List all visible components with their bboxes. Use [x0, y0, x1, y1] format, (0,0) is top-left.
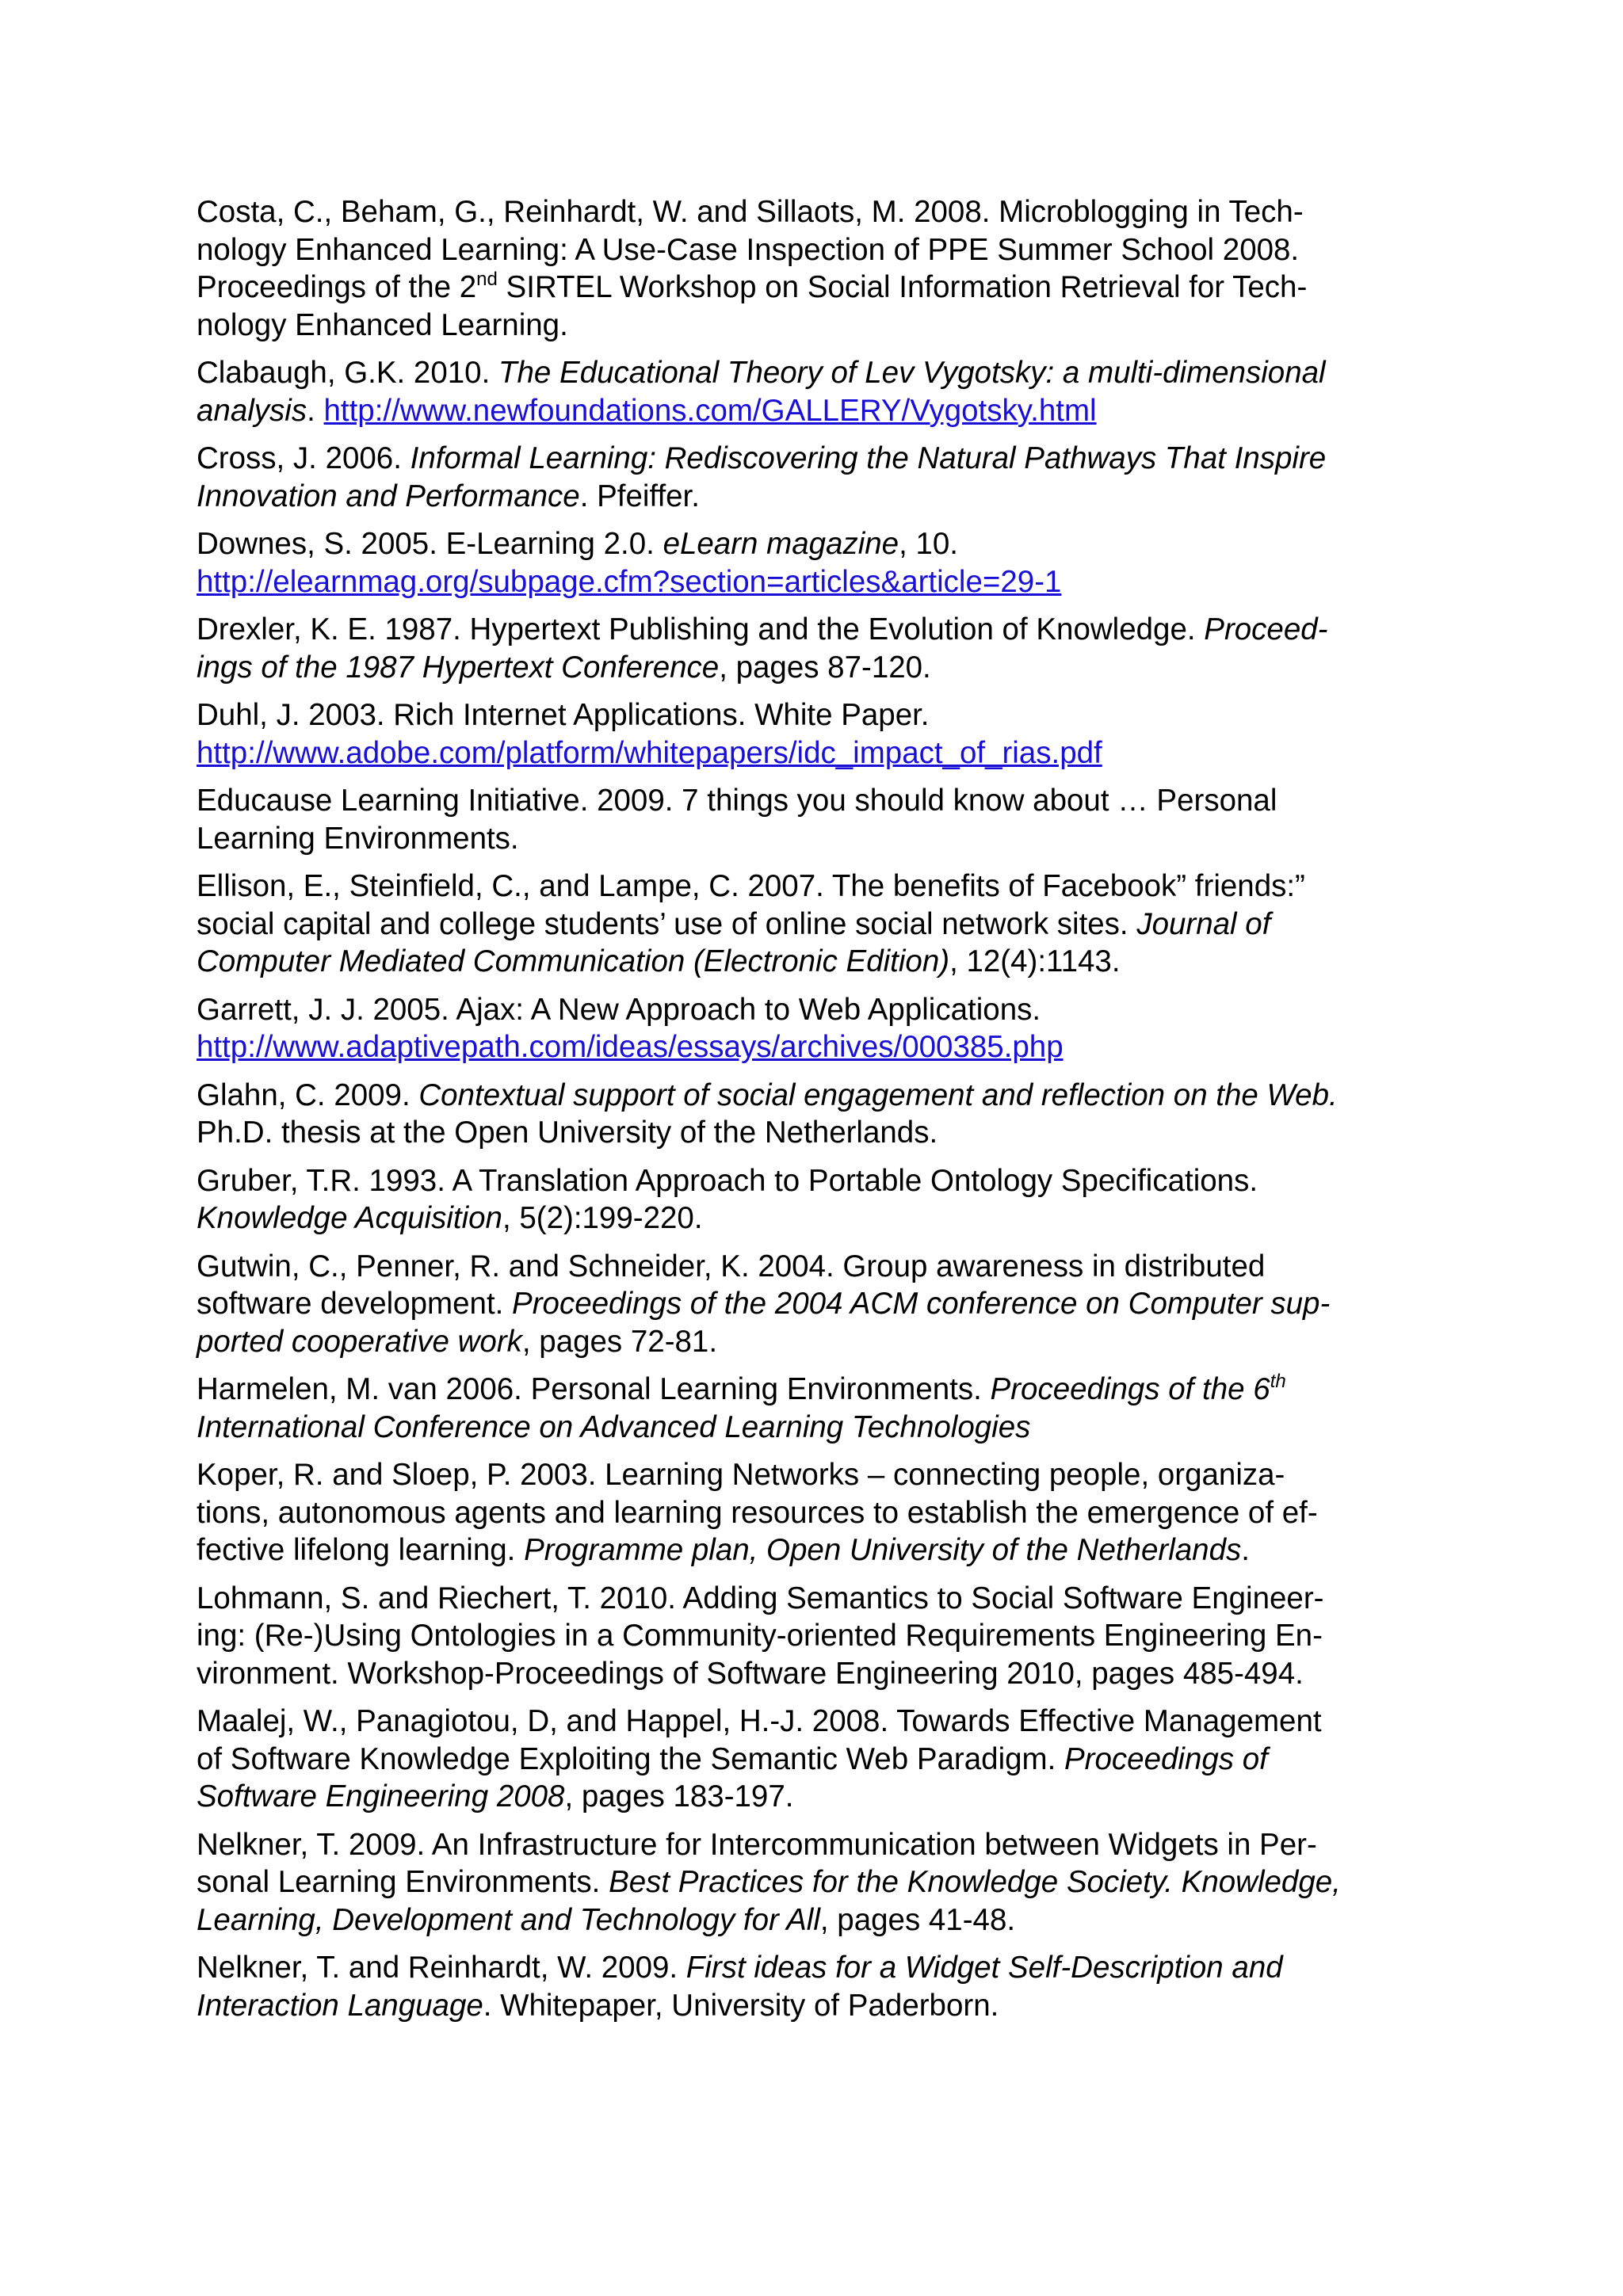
superscript-text: th — [1270, 1371, 1286, 1392]
reference-entry — [197, 1077, 1433, 1152]
reference-text: Gruber, T.R. 1993. A Translation Approach to Portable Ontology Specifications. — [197, 1163, 1258, 1198]
reference-text: Clabaugh, G.K. 2010. — [197, 356, 498, 390]
italic-text: Contextual support of social engagement and reflection on the Web. — [418, 1077, 1338, 1112]
reference-entry — [197, 991, 1433, 1066]
reference-text: Nelkner, T. 2009. An Infrastructure for Intercommunication between Widgets in Per- — [197, 1827, 1317, 1862]
italic-text: Proceedings of the 2004 ACM conference on Computer sup- — [512, 1287, 1331, 1321]
reference-text: , 10. — [899, 527, 958, 561]
reference-text: , 12(4):1143. — [949, 944, 1121, 978]
reference-text: . — [1241, 1533, 1250, 1567]
reference-entry — [197, 193, 1433, 344]
reference-text: Harmelen, M. van 2006. Personal Learning Environments. — [197, 1372, 991, 1406]
italic-text: Programme plan, Open University of the Netherlands — [524, 1533, 1242, 1567]
reference-entry — [197, 611, 1433, 686]
reference-text: Garrett, J. J. 2005. Ajax: A New Approach to Web Applications. — [197, 992, 1041, 1027]
reference-text: Cross, J. 2006. — [197, 441, 411, 475]
reference-text: vironment. Workshop-Proceedings of Software Engineering 2010, pages 485-494. — [197, 1656, 1304, 1691]
italic-text: eLearn magazine — [663, 527, 899, 561]
reference-list — [197, 193, 1433, 2035]
reference-text: Drexler, K. E. 1987. Hypertext Publishing and the Evolution of Knowledge. — [197, 612, 1205, 646]
reference-entry — [197, 782, 1433, 857]
reference-text: . Whitepaper, University of Paderborn. — [483, 1988, 999, 2023]
reference-entry — [197, 440, 1433, 515]
reference-link[interactable]: http://www.adaptivepath.com/ideas/essays/archives/000385.php — [197, 1030, 1064, 1064]
superscript-text: nd — [476, 269, 498, 290]
reference-text: tions, autonomous agents and learning resources to establish the emergence of ef- — [197, 1495, 1318, 1530]
reference-entry — [197, 1826, 1433, 1939]
italic-text: Software Engineering 2008 — [197, 1779, 565, 1814]
reference-entry — [197, 1162, 1433, 1238]
reference-text: Educause Learning Initiative. 2009. 7 things you should know about … Personal — [197, 784, 1277, 818]
reference-text: . — [307, 393, 324, 428]
reference-text: sonal Learning Environments. — [197, 1865, 609, 1899]
reference-link[interactable]: http://www.newfoundations.com/GALLERY/Vygotsky.html — [323, 393, 1097, 428]
italic-text: Informal Learning: Rediscovering the Natural Pathways That Inspire — [410, 441, 1327, 475]
reference-entry — [197, 1580, 1433, 1693]
italic-text: Best Practices for the Knowledge Society. Knowledge, — [609, 1865, 1341, 1899]
reference-entry — [197, 1703, 1433, 1816]
reference-entry — [197, 525, 1433, 601]
reference-text: Proceedings of the 2 — [197, 270, 477, 304]
reference-text: Costa, C., Beham, G., Reinhardt, W. and Sillaots, M. 2008. Microblogging in Tech- — [197, 195, 1304, 229]
reference-link[interactable]: http://www.adobe.com/platform/whitepapers/idc_impact_of_rias.pdf — [197, 735, 1102, 770]
reference-text: . Pfeiffer. — [579, 479, 700, 513]
italic-text: Computer Mediated Communication (Electronic Edition) — [197, 944, 950, 978]
reference-text: Lohmann, S. and Riechert, T. 2010. Adding Semantics to Social Software Engineer- — [197, 1581, 1324, 1615]
reference-text: Ellison, E., Steinfield, C., and Lampe, C. 2007. The benefits of Facebook” friends:” — [197, 869, 1305, 903]
reference-text: ing: (Re-)Using Ontologies in a Community-oriented Requirements Engineering En- — [197, 1619, 1323, 1653]
italic-text: Proceed- — [1204, 612, 1328, 646]
italic-text: International Conference on Advanced Learning Technologies — [197, 1409, 1031, 1444]
reference-entry — [197, 1248, 1433, 1361]
reference-text: Maalej, W., Panagiotou, D, and Happel, H.-J. 2008. Towards Effective Management — [197, 1704, 1322, 1738]
reference-entry — [197, 868, 1433, 981]
italic-text: ings of the 1987 Hypertext Conference — [197, 650, 720, 685]
reference-text: , 5(2):199-220. — [502, 1201, 703, 1235]
reference-text: , pages 183-197. — [564, 1779, 794, 1814]
italic-text: Innovation and Performance — [197, 479, 580, 513]
reference-text: Gutwin, C., Penner, R. and Schneider, K. 2004. Group awareness in distributed — [197, 1249, 1266, 1283]
reference-entry — [197, 354, 1433, 429]
reference-text: Downes, S. 2005. E-Learning 2.0. — [197, 527, 663, 561]
reference-text: nology Enhanced Learning: A Use-Case Inspection of PPE Summer School 2008. — [197, 232, 1300, 267]
reference-entry — [197, 1456, 1433, 1569]
italic-text: First ideas for a Widget Self-Description and — [685, 1951, 1283, 1985]
reference-text: Ph.D. thesis at the Open University of the Netherlands. — [197, 1116, 938, 1150]
reference-text: fective lifelong learning. — [197, 1533, 525, 1567]
italic-text: Proceedings of the 6 — [990, 1372, 1270, 1406]
reference-text: social capital and college students’ use of online social network sites. — [197, 906, 1137, 941]
reference-text: Nelkner, T. and Reinhardt, W. 2009. — [197, 1951, 686, 1985]
reference-text: Learning Environments. — [197, 821, 519, 856]
italic-text: ported cooperative work — [197, 1324, 522, 1359]
italic-text: analysis — [197, 393, 307, 428]
reference-text: Duhl, J. 2003. Rich Internet Applications. White Paper. — [197, 698, 930, 732]
reference-entry — [197, 1371, 1433, 1446]
reference-entry — [197, 696, 1433, 772]
italic-text: Proceedings of — [1064, 1741, 1268, 1776]
reference-text: software development. — [197, 1287, 513, 1321]
reference-text: , pages 87-120. — [719, 650, 931, 685]
reference-text: , pages 72-81. — [521, 1324, 718, 1359]
reference-text: , pages 41-48. — [819, 1902, 1016, 1937]
italic-text: The Educational Theory of Lev Vygotsky: a multi-dimensional — [498, 356, 1326, 390]
reference-text: Koper, R. and Sloep, P. 2003. Learning Networks – connecting people, organiza- — [197, 1458, 1285, 1492]
italic-text: Journal of — [1136, 906, 1271, 941]
reference-text: Glahn, C. 2009. — [197, 1077, 419, 1112]
italic-text: Interaction Language — [197, 1988, 483, 2023]
reference-text: of Software Knowledge Exploiting the Semantic Web Paradigm. — [197, 1741, 1064, 1776]
reference-entry — [197, 1949, 1433, 2024]
italic-text: Knowledge Acquisition — [197, 1201, 502, 1235]
reference-text: SIRTEL Workshop on Social Information Retrieval for Tech- — [497, 270, 1308, 304]
reference-link[interactable]: http://elearnmag.org/subpage.cfm?section=articles&article=29-1 — [197, 564, 1062, 599]
reference-text: nology Enhanced Learning. — [197, 307, 568, 342]
italic-text: Learning, Development and Technology for All — [197, 1902, 820, 1937]
